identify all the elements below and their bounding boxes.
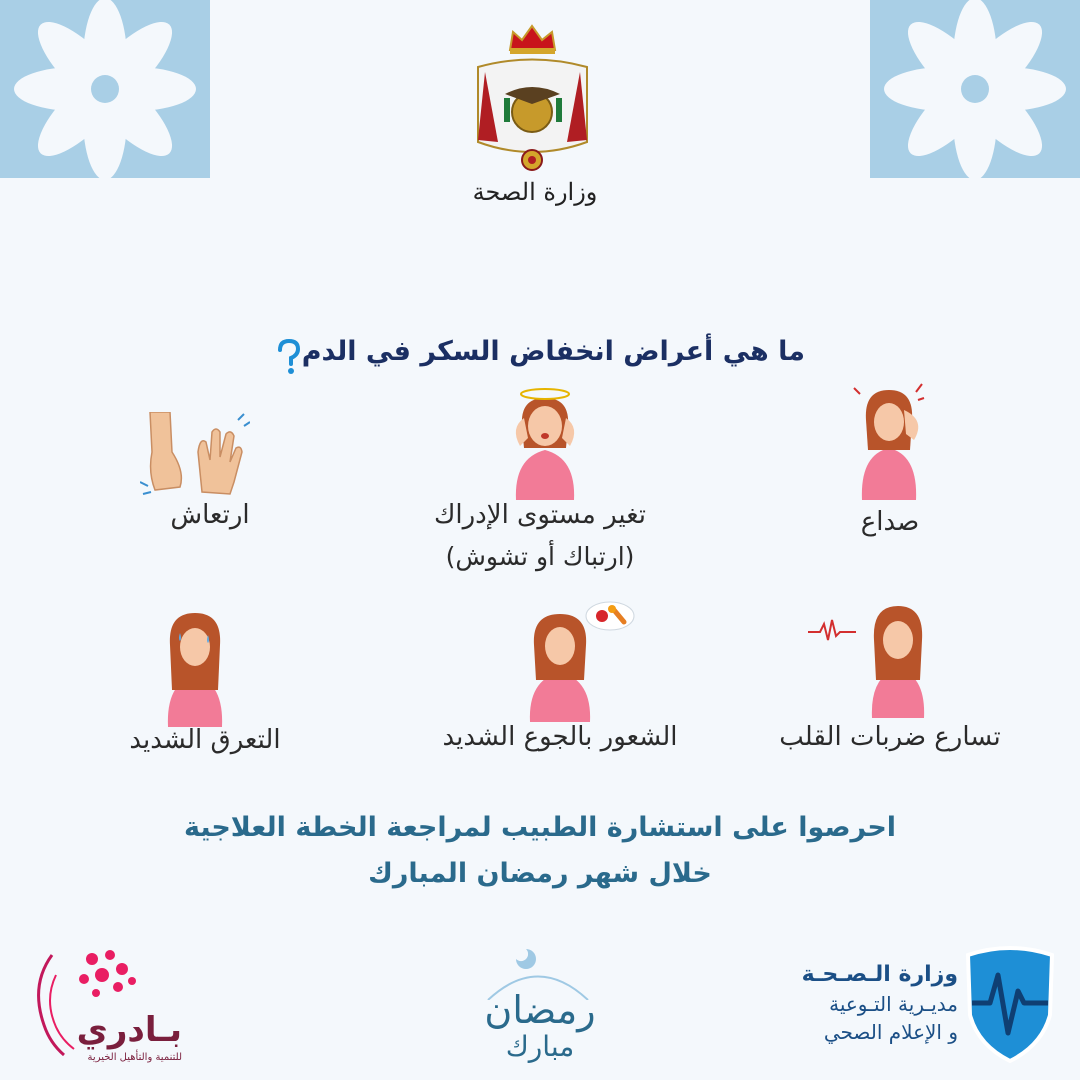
coat-of-arms-emblem (470, 22, 595, 182)
sweating-woman-icon (160, 605, 230, 727)
confused-woman-icon (500, 388, 590, 500)
symptom-label-heartbeat: تسارع ضربات القلب (779, 722, 1001, 752)
moh-title: وزارة الـصـحـة (801, 962, 958, 987)
symptom-label-headache: صداع (860, 507, 920, 537)
symptom-sublabel-awareness: (ارتباك أو تشوش) (445, 542, 635, 571)
badri-tagline: للتنمية والتأهيل الخيرية (87, 1052, 182, 1063)
moh-directorate: مديـرية التـوعية (829, 992, 958, 1016)
ramadan-text: رمضان (484, 988, 596, 1032)
badri-name: بـادري (76, 1010, 182, 1050)
heartbeat-woman-icon (806, 600, 926, 718)
hungry-woman-icon (520, 600, 635, 722)
question-mark-icon (272, 338, 306, 378)
symptom-label-hunger: الشعور بالجوع الشديد (442, 722, 678, 752)
advice-line-2: خلال شهر رمضان المبارك (368, 858, 712, 889)
ministry-calligraphy: وزارة الصحة (472, 178, 598, 206)
advice-line-1: احرصوا على استشارة الطبيب لمراجعة الخطة العلاجية (183, 812, 897, 843)
trembling-hands-icon (140, 412, 250, 497)
moh-media: و الإعلام الصحي (823, 1020, 958, 1044)
symptom-label-trembling: ارتعاش (170, 500, 250, 530)
corner-pattern-left (0, 0, 210, 178)
moh-shield-icon (962, 945, 1058, 1063)
symptom-label-awareness: تغير مستوى الإدراك (433, 500, 647, 530)
corner-pattern-right (870, 0, 1080, 178)
mubarak-text: مبارك (505, 1030, 575, 1063)
symptom-label-sweating: التعرق الشديد (129, 725, 281, 755)
headache-woman-icon (852, 380, 927, 500)
page-title: ما هي أعراض انخفاض السكر في الدم (301, 336, 805, 367)
